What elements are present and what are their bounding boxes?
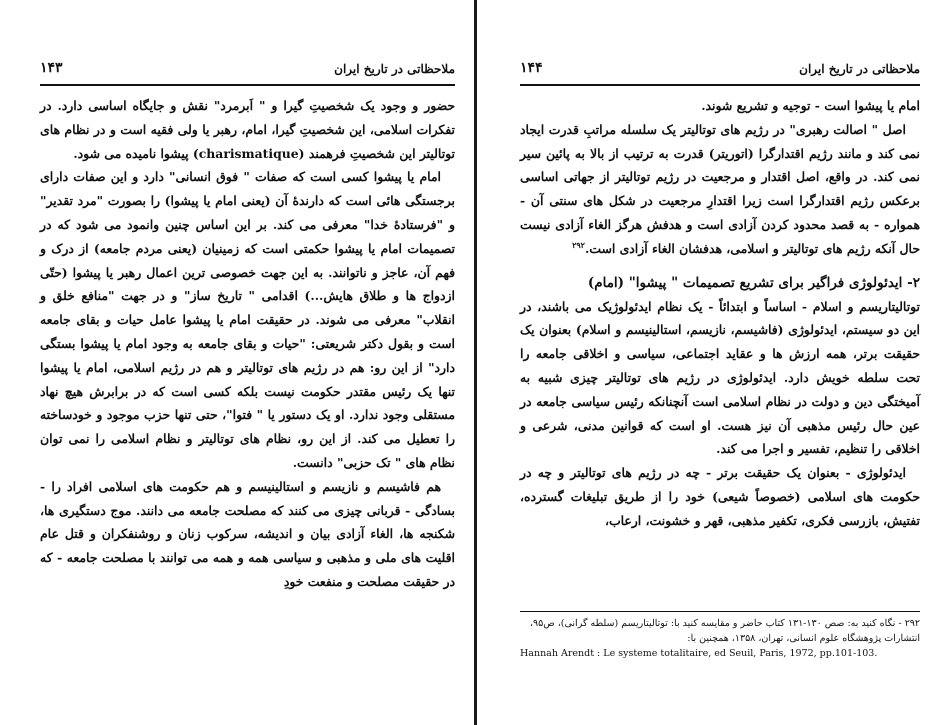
left-page-header bbox=[40, 62, 455, 82]
left-page-body bbox=[40, 94, 455, 594]
section bbox=[520, 271, 920, 533]
paragraph: حضور و وجود یک شخصیتِ گیرا و " اَبرمرد" نقش و جایگاه اساسی دارد. در تفکرات اسلامی، این شخصیتِ گیرا، امام، رهبر یا ولی فقیه است و در نظام های توتالیتر این شخصیتِ فرهمند (charismatique) پیشوا نامیده می شود. bbox=[40, 98, 455, 161]
page-gutter bbox=[474, 0, 477, 725]
paragraph: امام یا پیشوا کسی است که صفات " فوق انسانی" دارد و این صفات دارای برجستگی هائی است که دارندهٔ آن (یعنی امام یا پیشوا) را بصورت "مرد تقدیر" و "فرستادهٔ خدا" معرفی می کند. بر این اساس چنین وانمود می شود که در تصمیمات امام یا پیشوا حکمتی است که زمینیان (یعنی مردم جامعه) از درک و فهم آن، عاجز و ناتوانند. به این جهت خصوصی ترین اعمال رهبر یا پیشوا (حتّی ازدواج ها و طلاق هایش...) اقدامی " تاریخ ساز" و در جهت "منافع خلق و انقلاب" معرفی می شوند. در حقیقت امام یا پیشوا عامل حیات و بقای جامعه است و بقول دکتر شریعتی: "حیات و بقای جامعه به وجود امام یا پیشوا بستگی دارد" از این رو: هم در رژیم های توتالیتر و هم در رژیم اسلامی، امام یا پیشوا تنها یک رئیس مقتدر حکومت نیست بلکه کسی است که در برابرش هیچ نهاد مستقلی وجود ندارد. او یک دستور یا " فتوا"، حتی تنها حزب موجود و خودساخته را تعطیل می کند. از این رو، نظام های توتالیتر و نظام اسلامی را نمی توان نظام های " تک حزبی" دانست. bbox=[40, 169, 455, 470]
right-page bbox=[520, 0, 920, 725]
section-heading: ۲- ایدئولوژی فراگیر برای تشریع تصمیمات " پیشوا" (امام) bbox=[587, 274, 920, 291]
running-title: ملاحظاتی در تاریخ ایران bbox=[799, 62, 920, 76]
footnote-text: ۲۹۲ - نگاه کنید به: صص ۱۳۰-۱۳۱ کتاب حاضر و مقایسه کنید با: توتالیتاریسم (سلطه گرانی)، ص۹۵، انتشارات پژوهشگاه علوم انسانی، تهران، ۱۳۵۸، همچنین با: bbox=[529, 618, 920, 644]
paragraph: هم فاشیسم و نازیسم و استالینیسم و هم حکومت های اسلامی افراد را - بسادگی - قربانی چیزی می کنند که مصلحت جامعه می دانند. موج دستگیری ها، شکنجه ها، الغاء آزادی بیان و اندیشه، سرکوب زنان و روشنفکران و قتل عام اقلیت های ملی و مذهبی و سیاسی همه و همه می توانند با مصلحت جامعه - که در حقیقت مصلحت و منفعت خودِ bbox=[40, 478, 455, 589]
running-title: ملاحظاتی در تاریخ ایران bbox=[334, 62, 455, 76]
header-rule bbox=[520, 84, 920, 86]
page-number: ۱۴۴ bbox=[520, 60, 543, 76]
right-page-body bbox=[520, 94, 920, 533]
paragraph: ایدئولوژی - بعنوان یک حقیقت برتر - چه در رژیم های توتالیتر و چه در حکومت های اسلامی (خصوصاً شیعی) خود را از طریق تبلیغات گسترده، تفتیش، بازرسی فکری، تکفیر مذهبی، قهر و خشونت، ارعاب، bbox=[520, 465, 920, 528]
header-rule bbox=[40, 84, 455, 86]
right-page-header bbox=[520, 62, 920, 82]
paragraph: امام یا پیشوا است - توجیه و تشریع شوند. bbox=[701, 98, 920, 113]
footnote bbox=[520, 616, 920, 661]
footnote-marker: ۲۹۲ bbox=[572, 239, 585, 250]
paragraph-text: اصل " اصالت رهبری" در رژیم های توتالیتر یک سلسله مراتبِ قدرت ایجاد نمی کند و مانند رژیم اقتدارگرا (اتوریتر) قدرت به ترتیب از بالا به پائین سیر نمی کند. در واقع، اصل اقتدار و مرجعیت در رژیم توتالیتر از جهاتی اساسی برعکس رژیم اقتدارگرا است زیرا اقتدارِ مرجعیت در شکل های سنتی آن - همواره - به قصد محدود کردن آزادی است و هدفش هرگز الغاء آزادی نیست حال آنکه رژیم های توتالیتر و اسلامی، هدفشان الغاء آزادی است. bbox=[520, 121, 920, 256]
paragraph: توتالیتاریسم و اسلام - اساساً و ابتدائاً - یک نظام ایدئولوژیک می باشند، در این دو سیستم، ایدئولوژی (فاشیسم، نازیسم، استالینیسم و اسلام) بعنوان یک حقیقت برتر، همه ارزش ها و عقاید اجتماعی، سیاسی و اخلاقی جامعه را تحت سلطه خویش دارد. ایدئولوژی در رژیم های توتالیتر چیزی شبیه به آمیختگی دین و دولت در نظام اسلامی است آنچنانکه رئیس سیاسی جامعه در عین حال رئیس مذهبی آن نیز هست. او است که قوانین مدنی، شرعی و اخلاقی را تنظیم، تفسیر و اجرا می کند. bbox=[520, 298, 921, 457]
footnote-rule bbox=[520, 611, 920, 612]
paragraph bbox=[520, 118, 920, 261]
page-number: ۱۴۳ bbox=[40, 60, 63, 76]
footnote-reference: Hannah Arendt : Le systeme totalitaire, ed Seuil, Paris, 1972, pp.101-103. bbox=[520, 648, 878, 659]
left-page bbox=[40, 0, 455, 725]
